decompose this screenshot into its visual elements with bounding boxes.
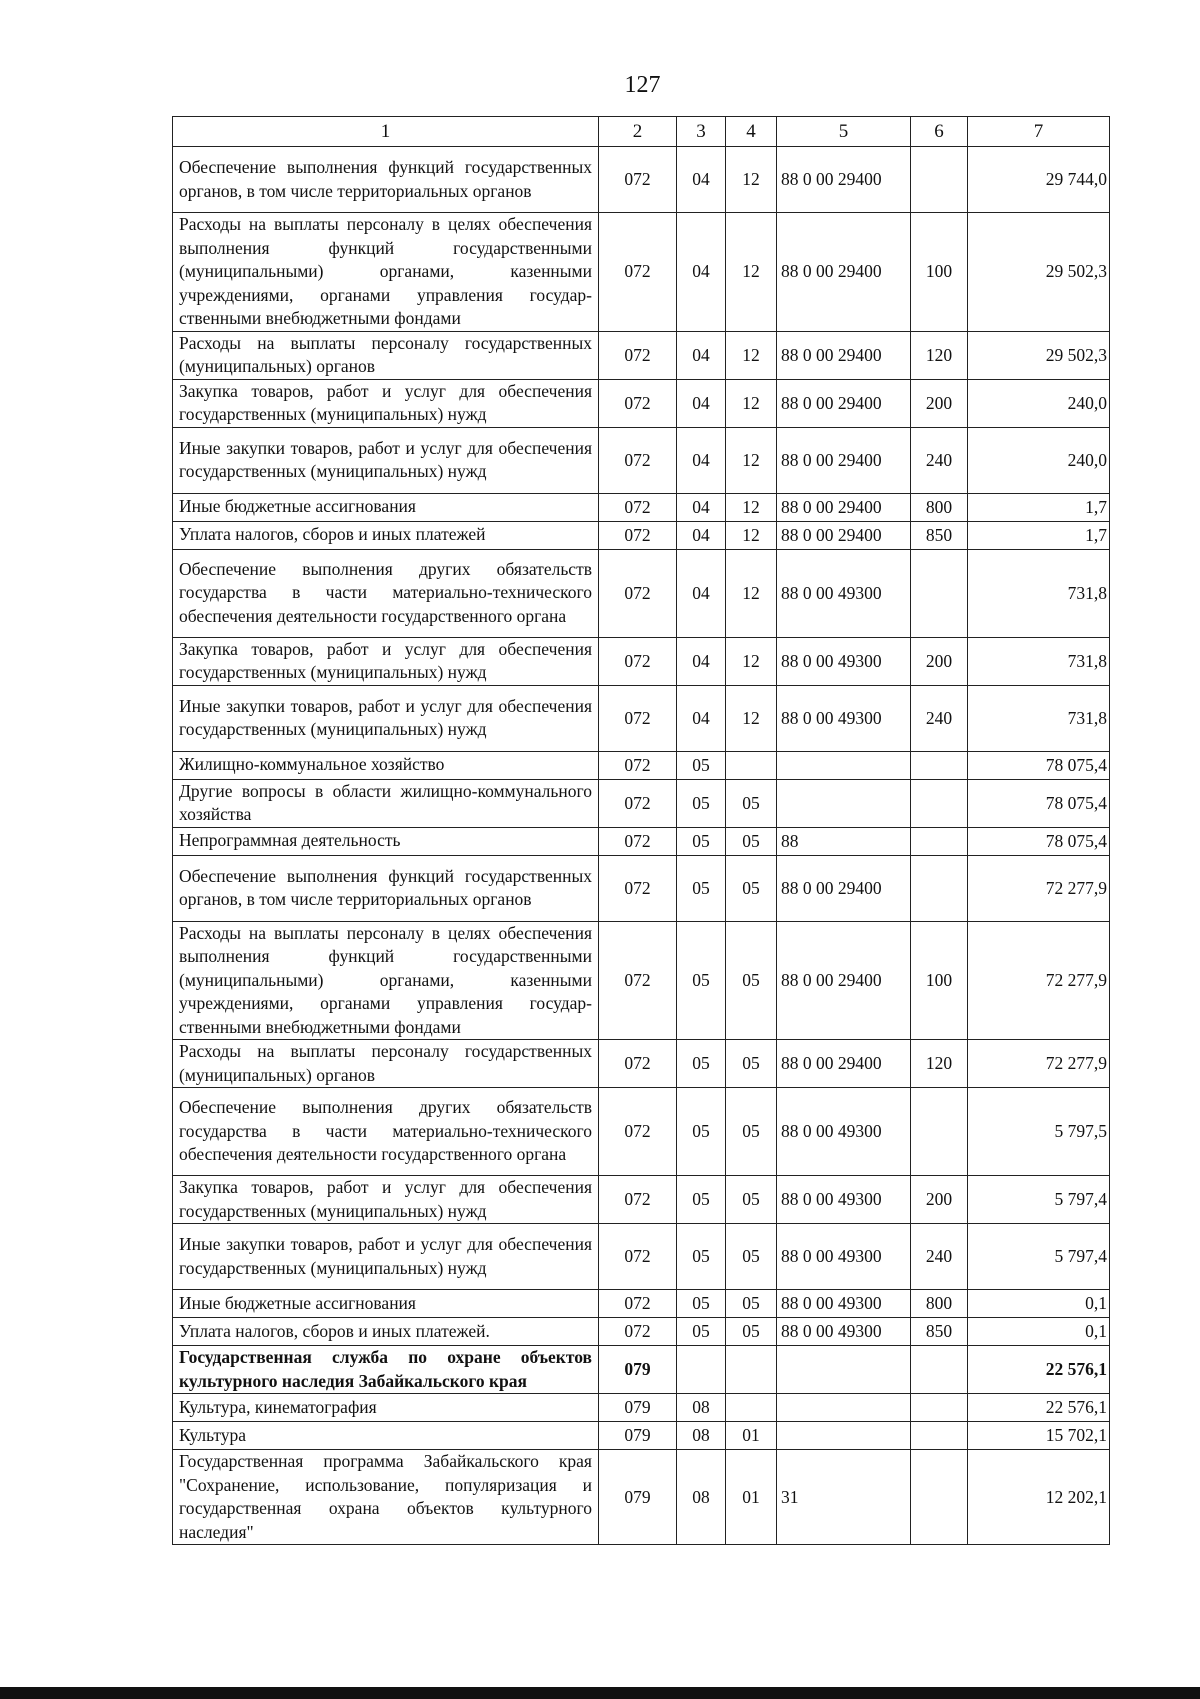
- cell-target-article: [777, 1346, 911, 1394]
- cell-subsection: 05: [726, 1040, 777, 1088]
- header-col-1: 1: [173, 117, 599, 147]
- cell-target-article: [777, 779, 911, 827]
- table-row: [173, 331, 1110, 379]
- cell-expense-type: 800: [911, 493, 968, 521]
- cell-section: 04: [677, 521, 726, 549]
- cell-target-article: 88 0 00 49300: [777, 1318, 911, 1346]
- cell-name: Иные закупки товаров, работ и услуг для обеспечения государственных (муниципальных) нужд: [173, 427, 599, 493]
- cell-target-article: [777, 1394, 911, 1422]
- cell-target-article: 88 0 00 29400: [777, 921, 911, 1040]
- cell-subsection: 12: [726, 213, 777, 332]
- cell-section: 04: [677, 213, 726, 332]
- header-col-5: 5: [777, 117, 911, 147]
- cell-amount: 29 502,3: [968, 213, 1110, 332]
- cell-expense-type: [911, 827, 968, 855]
- budget-table: [172, 116, 1110, 1545]
- table-row: [173, 1346, 1110, 1394]
- cell-expense-type: [911, 855, 968, 921]
- cell-amount: 240,0: [968, 427, 1110, 493]
- cell-name: Иные бюджетные ассигнования: [173, 493, 599, 521]
- cell-section: 04: [677, 685, 726, 751]
- table-row: [173, 1224, 1110, 1290]
- cell-section: 04: [677, 637, 726, 685]
- cell-amount: 29 502,3: [968, 331, 1110, 379]
- cell-target-article: 88 0 00 29400: [777, 331, 911, 379]
- cell-expense-type: 240: [911, 1224, 968, 1290]
- cell-section: 05: [677, 921, 726, 1040]
- cell-admin-code: 072: [599, 427, 677, 493]
- cell-name: Закупка товаров, работ и услуг для обеспечения государственных (муниципальных) нужд: [173, 637, 599, 685]
- cell-name: Другие вопросы в области жилищно-коммунального хозяйства: [173, 779, 599, 827]
- cell-subsection: 12: [726, 427, 777, 493]
- cell-amount: 12 202,1: [968, 1450, 1110, 1545]
- table-row: [173, 1290, 1110, 1318]
- cell-amount: 0,1: [968, 1290, 1110, 1318]
- cell-name: Иные бюджетные ассигнования: [173, 1290, 599, 1318]
- cell-admin-code: 072: [599, 855, 677, 921]
- cell-target-article: [777, 751, 911, 779]
- table-row: [173, 213, 1110, 332]
- cell-expense-type: 850: [911, 521, 968, 549]
- table-row: [173, 1422, 1110, 1450]
- cell-subsection: 05: [726, 779, 777, 827]
- cell-subsection: [726, 751, 777, 779]
- cell-name: Обеспечение выполнения функций государственных органов, в том числе территориальных органов: [173, 147, 599, 213]
- cell-admin-code: 072: [599, 147, 677, 213]
- cell-amount: 1,7: [968, 521, 1110, 549]
- cell-name: Государственная служба по охране объектов культурного наследия Забайкальского края: [173, 1346, 599, 1394]
- cell-amount: 5 797,4: [968, 1176, 1110, 1224]
- cell-admin-code: 072: [599, 827, 677, 855]
- cell-subsection: 01: [726, 1450, 777, 1545]
- table-row: [173, 921, 1110, 1040]
- cell-expense-type: 240: [911, 427, 968, 493]
- cell-section: 05: [677, 1224, 726, 1290]
- cell-section: 04: [677, 549, 726, 637]
- cell-expense-type: [911, 549, 968, 637]
- cell-section: 05: [677, 1290, 726, 1318]
- header-row: [173, 117, 1110, 147]
- cell-target-article: 88: [777, 827, 911, 855]
- cell-section: 05: [677, 1176, 726, 1224]
- cell-expense-type: 120: [911, 331, 968, 379]
- cell-admin-code: 072: [599, 521, 677, 549]
- cell-admin-code: 072: [599, 379, 677, 427]
- cell-target-article: 88 0 00 29400: [777, 147, 911, 213]
- cell-section: 04: [677, 493, 726, 521]
- cell-subsection: 12: [726, 685, 777, 751]
- cell-admin-code: 072: [599, 1176, 677, 1224]
- cell-target-article: 88 0 00 29400: [777, 213, 911, 332]
- table-row: [173, 827, 1110, 855]
- header-col-7: 7: [968, 117, 1110, 147]
- cell-target-article: 88 0 00 49300: [777, 1176, 911, 1224]
- cell-admin-code: 072: [599, 1318, 677, 1346]
- cell-admin-code: 072: [599, 685, 677, 751]
- cell-name: Расходы на выплаты персоналу в целях обеспечения выполнения функций государственными (муниципальными) органами, казенными учреждениями, органами управления государственными внебюджетными фондами: [173, 213, 599, 332]
- cell-expense-type: 100: [911, 213, 968, 332]
- cell-expense-type: [911, 1422, 968, 1450]
- cell-name: Обеспечение выполнения функций государственных органов, в том числе территориальных органов: [173, 855, 599, 921]
- table-row: [173, 1450, 1110, 1545]
- cell-subsection: 12: [726, 379, 777, 427]
- cell-admin-code: 079: [599, 1346, 677, 1394]
- table-row: [173, 1088, 1110, 1176]
- cell-target-article: 88 0 00 49300: [777, 1290, 911, 1318]
- scan-bottom-edge: [0, 1687, 1200, 1699]
- cell-expense-type: 800: [911, 1290, 968, 1318]
- table-row: [173, 147, 1110, 213]
- cell-subsection: 05: [726, 921, 777, 1040]
- table-row: [173, 1176, 1110, 1224]
- cell-section: 04: [677, 427, 726, 493]
- cell-amount: 731,8: [968, 685, 1110, 751]
- cell-admin-code: 072: [599, 1040, 677, 1088]
- cell-name: Иные закупки товаров, работ и услуг для обеспечения государственных (муниципальных) нужд: [173, 1224, 599, 1290]
- cell-expense-type: 200: [911, 637, 968, 685]
- cell-subsection: 01: [726, 1422, 777, 1450]
- table-row: [173, 637, 1110, 685]
- cell-admin-code: 072: [599, 549, 677, 637]
- cell-subsection: 12: [726, 493, 777, 521]
- cell-expense-type: [911, 1450, 968, 1545]
- cell-section: 08: [677, 1394, 726, 1422]
- cell-subsection: 05: [726, 855, 777, 921]
- cell-amount: 72 277,9: [968, 855, 1110, 921]
- cell-amount: 240,0: [968, 379, 1110, 427]
- cell-section: 05: [677, 827, 726, 855]
- table-row: [173, 1040, 1110, 1088]
- cell-subsection: [726, 1346, 777, 1394]
- cell-target-article: 31: [777, 1450, 911, 1545]
- cell-admin-code: 079: [599, 1394, 677, 1422]
- cell-admin-code: 079: [599, 1450, 677, 1545]
- table-row: [173, 493, 1110, 521]
- cell-admin-code: 072: [599, 637, 677, 685]
- cell-subsection: 12: [726, 637, 777, 685]
- cell-amount: 22 576,1: [968, 1394, 1110, 1422]
- cell-subsection: 12: [726, 147, 777, 213]
- table-row: [173, 549, 1110, 637]
- cell-section: 08: [677, 1422, 726, 1450]
- cell-amount: 72 277,9: [968, 1040, 1110, 1088]
- cell-expense-type: [911, 751, 968, 779]
- cell-target-article: 88 0 00 49300: [777, 549, 911, 637]
- cell-expense-type: [911, 779, 968, 827]
- cell-name: Обеспечение выполнения других обязательств государства в части материально-технического обеспечения деятельности государственного органа: [173, 549, 599, 637]
- cell-subsection: 12: [726, 521, 777, 549]
- cell-subsection: 05: [726, 1176, 777, 1224]
- cell-section: 08: [677, 1450, 726, 1545]
- cell-amount: 29 744,0: [968, 147, 1110, 213]
- cell-name: Государственная программа Забайкальского края "Сохранение, использование, популяризация и государственная охрана объектов культурного наследия": [173, 1450, 599, 1545]
- cell-amount: 22 576,1: [968, 1346, 1110, 1394]
- cell-admin-code: 072: [599, 1290, 677, 1318]
- cell-section: 05: [677, 855, 726, 921]
- cell-expense-type: 240: [911, 685, 968, 751]
- table-row: [173, 1394, 1110, 1422]
- cell-name: Обеспечение выполнения других обязательств государства в части материально-технического обеспечения деятельности государственного органа: [173, 1088, 599, 1176]
- cell-target-article: 88 0 00 29400: [777, 427, 911, 493]
- cell-name: Закупка товаров, работ и услуг для обеспечения государственных (муниципальных) нужд: [173, 379, 599, 427]
- cell-section: 05: [677, 779, 726, 827]
- cell-admin-code: 072: [599, 921, 677, 1040]
- cell-amount: 1,7: [968, 493, 1110, 521]
- header-col-4: 4: [726, 117, 777, 147]
- cell-target-article: 88 0 00 49300: [777, 1224, 911, 1290]
- cell-name: Культура: [173, 1422, 599, 1450]
- cell-amount: 731,8: [968, 549, 1110, 637]
- table-row: [173, 685, 1110, 751]
- cell-section: 05: [677, 1318, 726, 1346]
- cell-admin-code: 072: [599, 1088, 677, 1176]
- cell-name: Непрограммная деятельность: [173, 827, 599, 855]
- table-row: [173, 855, 1110, 921]
- cell-expense-type: 200: [911, 379, 968, 427]
- header-col-3: 3: [677, 117, 726, 147]
- cell-admin-code: 072: [599, 493, 677, 521]
- cell-subsection: 12: [726, 549, 777, 637]
- cell-subsection: [726, 1394, 777, 1422]
- cell-target-article: 88 0 00 29400: [777, 493, 911, 521]
- cell-amount: 5 797,4: [968, 1224, 1110, 1290]
- cell-admin-code: 072: [599, 1224, 677, 1290]
- cell-amount: 0,1: [968, 1318, 1110, 1346]
- cell-subsection: 05: [726, 1224, 777, 1290]
- table-row: [173, 379, 1110, 427]
- cell-section: 05: [677, 1088, 726, 1176]
- cell-expense-type: [911, 1346, 968, 1394]
- page-number: 127: [624, 72, 661, 98]
- cell-name: Расходы на выплаты персоналу в целях обеспечения выполнения функций государственными (муниципальными) органами, казенными учреждениями, органами управления государственными внебюджетными фондами: [173, 921, 599, 1040]
- cell-section: 04: [677, 331, 726, 379]
- cell-admin-code: 072: [599, 213, 677, 332]
- cell-admin-code: 072: [599, 751, 677, 779]
- cell-admin-code: 079: [599, 1422, 677, 1450]
- cell-admin-code: 072: [599, 331, 677, 379]
- cell-expense-type: 200: [911, 1176, 968, 1224]
- cell-subsection: 05: [726, 1088, 777, 1176]
- cell-expense-type: [911, 147, 968, 213]
- cell-section: 04: [677, 379, 726, 427]
- cell-name: Уплата налогов, сборов и иных платежей: [173, 521, 599, 549]
- table-body: [173, 147, 1110, 1545]
- table-row: [173, 751, 1110, 779]
- cell-expense-type: 850: [911, 1318, 968, 1346]
- table-row: [173, 521, 1110, 549]
- cell-target-article: 88 0 00 49300: [777, 637, 911, 685]
- cell-subsection: 05: [726, 827, 777, 855]
- cell-name: Расходы на выплаты персоналу государственных (муниципальных) органов: [173, 331, 599, 379]
- header-col-6: 6: [911, 117, 968, 147]
- cell-name: Уплата налогов, сборов и иных платежей.: [173, 1318, 599, 1346]
- cell-subsection: 12: [726, 331, 777, 379]
- cell-amount: 78 075,4: [968, 827, 1110, 855]
- cell-name: Расходы на выплаты персоналу государственных (муниципальных) органов: [173, 1040, 599, 1088]
- cell-target-article: 88 0 00 29400: [777, 379, 911, 427]
- cell-name: Закупка товаров, работ и услуг для обеспечения государственных (муниципальных) нужд: [173, 1176, 599, 1224]
- cell-target-article: [777, 1422, 911, 1450]
- cell-subsection: 05: [726, 1318, 777, 1346]
- cell-expense-type: [911, 1088, 968, 1176]
- cell-expense-type: 100: [911, 921, 968, 1040]
- table-row: [173, 1318, 1110, 1346]
- cell-expense-type: 120: [911, 1040, 968, 1088]
- cell-section: 05: [677, 751, 726, 779]
- cell-subsection: 05: [726, 1290, 777, 1318]
- cell-target-article: 88 0 00 49300: [777, 1088, 911, 1176]
- cell-target-article: 88 0 00 29400: [777, 521, 911, 549]
- cell-amount: 15 702,1: [968, 1422, 1110, 1450]
- cell-section: 05: [677, 1040, 726, 1088]
- cell-name: Жилищно-коммунальное хозяйство: [173, 751, 599, 779]
- cell-target-article: 88 0 00 29400: [777, 855, 911, 921]
- table-row: [173, 779, 1110, 827]
- cell-target-article: 88 0 00 29400: [777, 1040, 911, 1088]
- cell-name: Иные закупки товаров, работ и услуг для обеспечения государственных (муниципальных) нужд: [173, 685, 599, 751]
- cell-expense-type: [911, 1394, 968, 1422]
- cell-amount: 78 075,4: [968, 751, 1110, 779]
- cell-section: [677, 1346, 726, 1394]
- cell-name: Культура, кинематография: [173, 1394, 599, 1422]
- cell-admin-code: 072: [599, 779, 677, 827]
- cell-amount: 5 797,5: [968, 1088, 1110, 1176]
- cell-section: 04: [677, 147, 726, 213]
- cell-amount: 72 277,9: [968, 921, 1110, 1040]
- cell-amount: 78 075,4: [968, 779, 1110, 827]
- cell-amount: 731,8: [968, 637, 1110, 685]
- table-row: [173, 427, 1110, 493]
- header-col-2: 2: [599, 117, 677, 147]
- cell-target-article: 88 0 00 49300: [777, 685, 911, 751]
